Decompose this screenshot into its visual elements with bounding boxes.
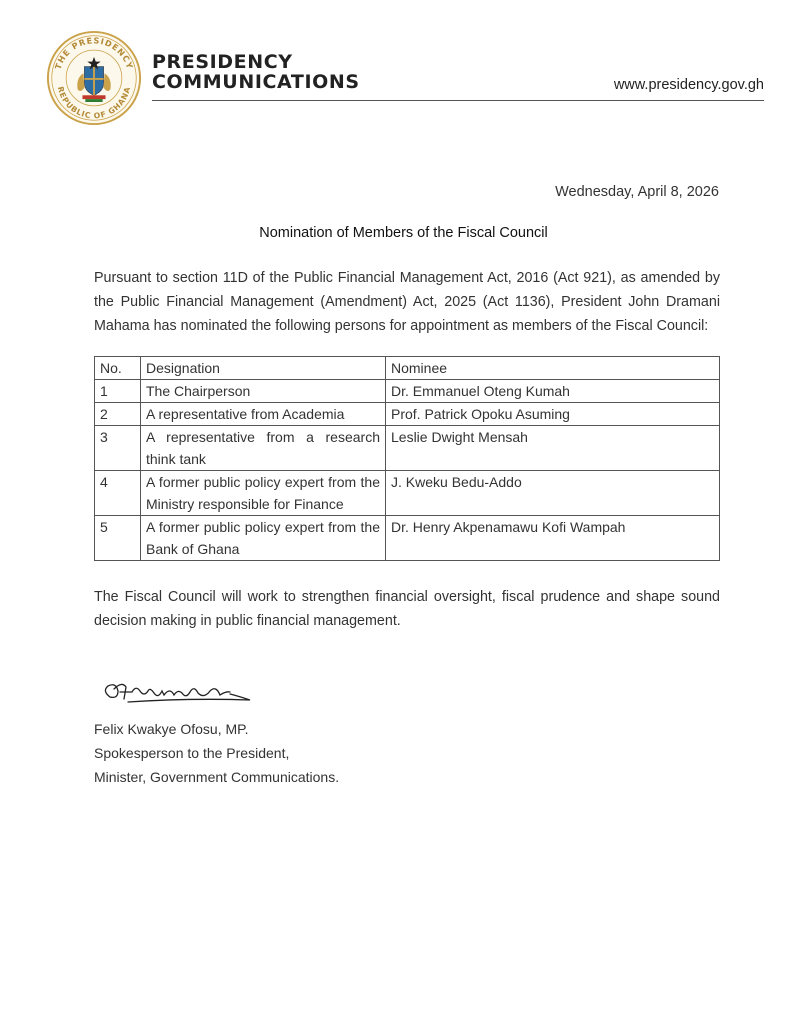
- row-nominee: Dr. Henry Akpenamawu Kofi Wampah: [386, 516, 720, 561]
- signatory-role: Spokesperson to the President,: [94, 745, 290, 761]
- table-row: [95, 426, 720, 471]
- seal-text-top: THE PRESIDENCY: [52, 35, 136, 71]
- handwritten-signature: [100, 677, 260, 709]
- document-date: Wednesday, April 8, 2026: [555, 184, 719, 200]
- row-number: 4: [95, 471, 141, 516]
- closing-paragraph: The Fiscal Council will work to strengthen financial oversight, fiscal prudence and shape sound decision making in public financial management.: [94, 589, 720, 629]
- row-number: 5: [95, 516, 141, 561]
- row-designation: A former public policy expert from the Ministry responsible for Finance: [141, 471, 386, 516]
- column-header-nominee: Nominee: [386, 357, 720, 380]
- website-link[interactable]: www.presidency.gov.gh: [613, 77, 764, 93]
- row-designation: A representative from a research think tank: [141, 426, 386, 471]
- row-number: 2: [95, 403, 141, 426]
- table-header-row: [95, 357, 720, 380]
- intro-paragraph: Pursuant to section 11D of the Public Financial Management Act, 2016 (Act 921), as amended by the Public Financial Management (Amendment) Act, 2025 (Act 1136), President John Dramani Mahama has nominated the following persons for appointment as members of the Fiscal Council:: [94, 270, 720, 334]
- column-header-designation: Designation: [141, 357, 386, 380]
- table-row: [95, 516, 720, 561]
- document-title: Nomination of Members of the Fiscal Council: [259, 225, 548, 241]
- row-number: 1: [95, 380, 141, 403]
- seal-text-bottom: REPUBLIC OF GHANA: [55, 85, 133, 121]
- row-designation: A former public policy expert from the Bank of Ghana: [141, 516, 386, 561]
- row-number: 3: [95, 426, 141, 471]
- row-nominee: Dr. Emmanuel Oteng Kumah: [386, 380, 720, 403]
- row-nominee: J. Kweku Bedu-Addo: [386, 471, 720, 516]
- signatory-ministry: Minister, Government Communications.: [94, 769, 340, 785]
- nominees-table: [94, 356, 720, 561]
- signoff-block: [94, 717, 339, 789]
- row-nominee: Leslie Dwight Mensah: [386, 426, 720, 471]
- row-designation: A representative from Academia: [141, 403, 386, 426]
- header-divider: [152, 100, 764, 101]
- presidency-seal-logo: [46, 30, 142, 126]
- signatory-name: Felix Kwakye Ofosu, MP.: [94, 721, 249, 737]
- table-row: [95, 380, 720, 403]
- row-nominee: Prof. Patrick Opoku Asuming: [386, 403, 720, 426]
- table-row: [95, 471, 720, 516]
- org-name-line2: COMMUNICATIONS: [152, 71, 360, 93]
- organization-name: [152, 52, 360, 92]
- row-designation: The Chairperson: [141, 380, 386, 403]
- column-header-no: No.: [95, 357, 141, 380]
- table-row: [95, 403, 720, 426]
- org-name-line1: PRESIDENCY: [152, 51, 293, 73]
